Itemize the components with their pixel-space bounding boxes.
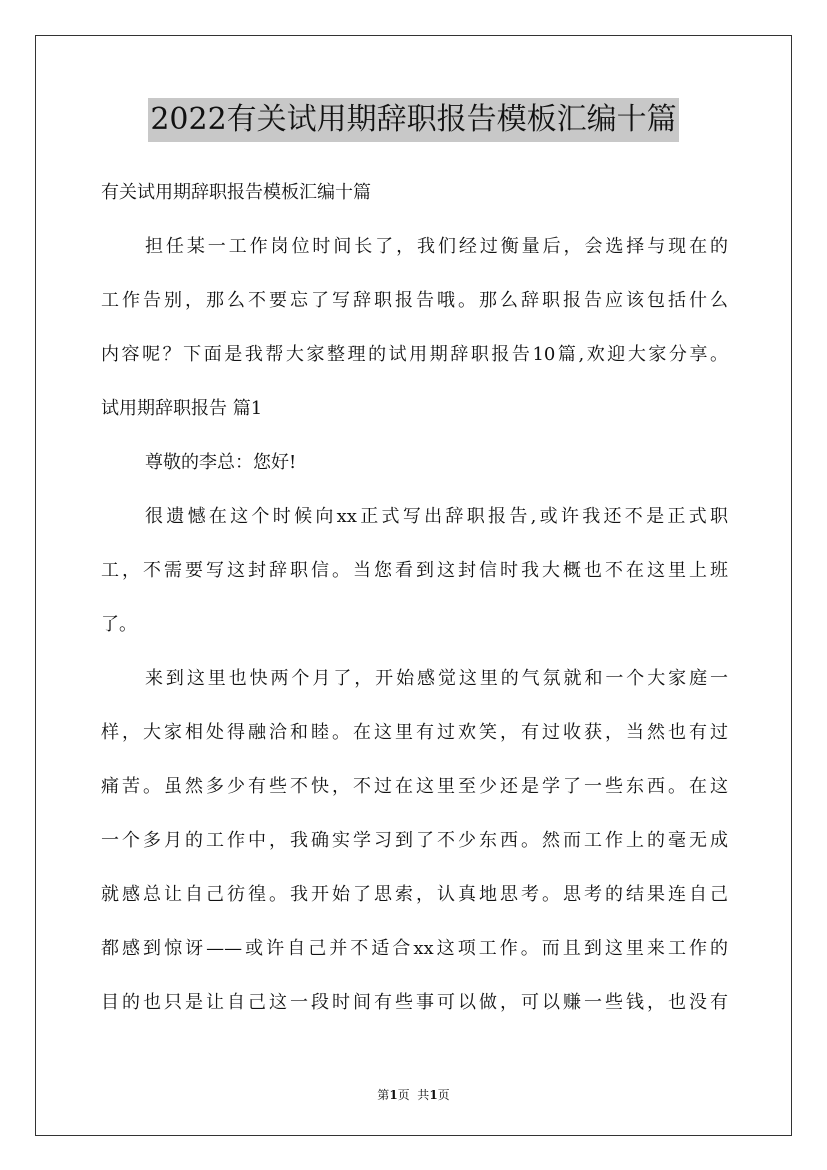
para2-line-2: 样，大家相处得融洽和睦。在这里有过欢笑，有过收获，当然也有过	[101, 722, 728, 743]
intro-line-2: 工作告别，那么不要忘了写辞职报告哦。那么辞职报告应该包括什么	[101, 290, 728, 311]
section-heading: 试用期辞职报告 篇1	[101, 398, 263, 419]
para1-line-1: 很遗憾在这个时候向xx正式写出辞职报告,或许我还不是正式职	[145, 506, 728, 527]
greeting-line: 尊敬的李总：您好!	[145, 452, 297, 473]
para1-line-2: 工，不需要写这封辞职信。当您看到这封信时我大概也不在这里上班	[101, 560, 728, 581]
para2-line-5: 就感总让自己彷徨。我开始了思索，认真地思考。思考的结果连自己	[101, 884, 728, 905]
para2-line-6: 都感到惊讶——或许自己并不适合xx这项工作。而且到这里来工作的	[101, 938, 728, 959]
footer-prefix: 第	[377, 1088, 390, 1102]
footer-suffix: 页	[437, 1088, 450, 1102]
para2-line-1: 来到这里也快两个月了，开始感觉这里的气氛就和一个大家庭一	[145, 668, 728, 689]
footer-total-pages: 1	[429, 1088, 438, 1102]
para1-line-3: 了。	[101, 614, 137, 635]
intro-line-3: 内容呢？下面是我帮大家整理的试用期辞职报告10篇,欢迎大家分享。	[101, 344, 728, 365]
document-body	[101, 166, 728, 1030]
intro-line-1: 担任某一工作岗位时间长了，我们经过衡量后，会选择与现在的	[145, 236, 728, 257]
document-title: 2022有关试用期辞职报告模板汇编十篇	[148, 98, 678, 142]
footer-page-number: 1	[389, 1088, 398, 1102]
para2-line-7: 目的也只是让自己这一段时间有些事可以做，可以赚一些钱，也没有	[101, 992, 728, 1013]
subtitle-line: 有关试用期辞职报告模板汇编十篇	[101, 182, 371, 203]
page-footer	[0, 1086, 827, 1103]
para2-line-3: 痛苦。虽然多少有些不快，不过在这里至少还是学了一些东西。在这	[101, 776, 728, 797]
footer-mid: 页 共	[397, 1088, 430, 1102]
title-container	[0, 98, 827, 142]
para2-line-4: 一个多月的工作中，我确实学习到了不少东西。然而工作上的毫无成	[101, 830, 728, 851]
